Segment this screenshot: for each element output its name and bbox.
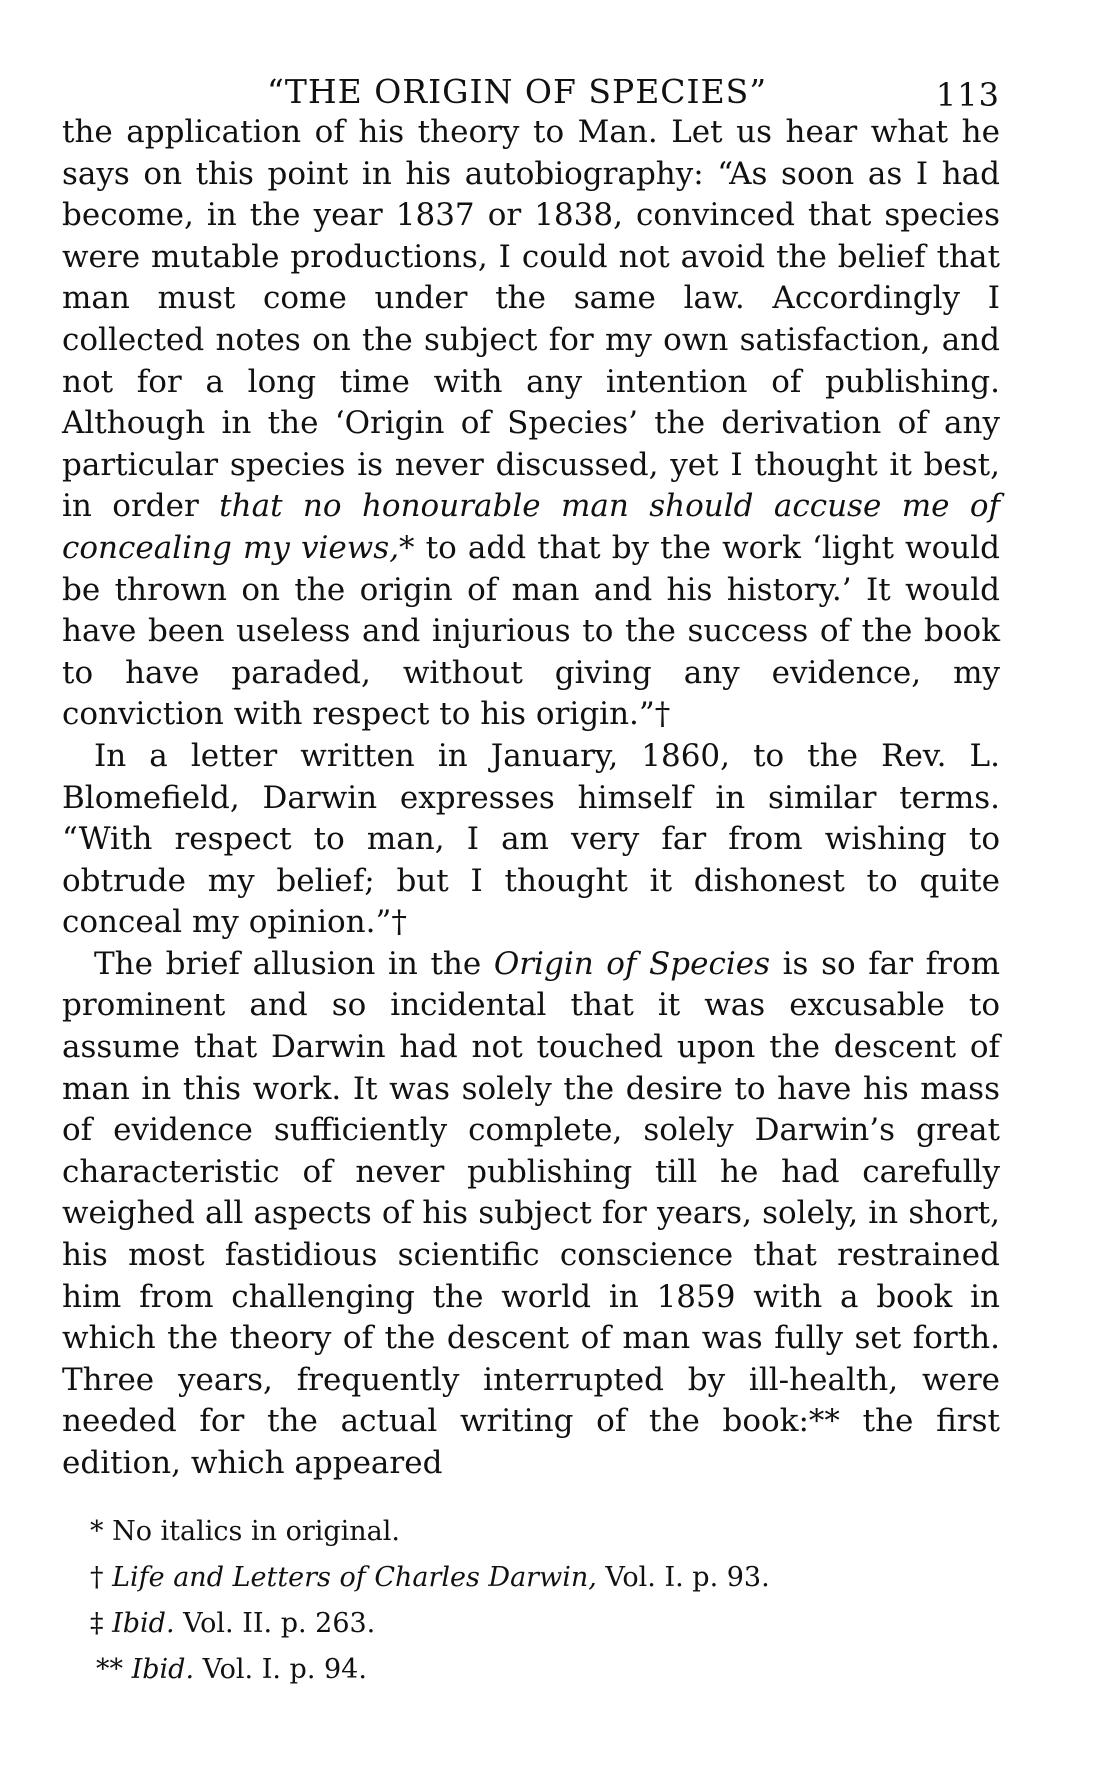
- footnote-text: Vol. II. p. 263.: [174, 1607, 376, 1639]
- footnote-2: [62, 1555, 1000, 1601]
- footnote-text: No italics in original.: [103, 1515, 400, 1547]
- paragraph-3-text-b: is so far from prominent and so incidental that it was excusable to assume that Darwin had not touched upon the descent of man in this work. It was solely the desire to have his mass of evidence sufficiently complete, solely Darwin’s great characteristic of never publishing till he had carefully weighed all aspects of his subject for years, solely, in short, his most fastidious scientific conscience that restrained him from challenging the world in 1859 with a book in which the theory of the descent of man was fully set forth. Three years, frequently interrupted by ill-health, were needed for the actual writing of the book:** the first edition, which appeared: [62, 945, 1000, 1481]
- footnote-marker: **: [96, 1653, 123, 1685]
- book-page: [62, 60, 1000, 1693]
- paragraph-1-italic-quote: that no honourable man should accuse me of concealing my views,: [62, 488, 1000, 566]
- body-text: [62, 112, 1000, 1485]
- footnote-text: Vol. I. p. 94.: [194, 1653, 367, 1685]
- footnote-marker: ‡: [90, 1607, 104, 1639]
- paragraph-3-text-a: The brief allusion in the: [94, 945, 494, 982]
- paragraph-3: [62, 944, 1000, 1485]
- footnote-italic: Life and Letters of Charles Darwin,: [112, 1561, 597, 1593]
- paragraph-1-text-a: the application of his theory to Man. Let us hear what he says on this point in his autobiography: “As soon as I had become, in the year 1837 or 1838, convinced that species were mutable productions, I could not avoid the belief that man must come under the same law. Accordingly I collected notes on the subject for my own satisfaction, and not for a long time with any intention of publishing. Although in the ‘Origin of Species’ the derivation of any particular species is never discussed, yet I thought it best, in order: [62, 114, 1000, 525]
- running-head: [62, 60, 1000, 112]
- footnote-italic: Ibid.: [131, 1653, 195, 1685]
- paragraph-1-text-b: * to add that by the work ‘light would be thrown on the origin of man and his history.’ It would have been useless and injurious to the success of the book to have paraded, without giving any evidence, my conviction with respect to his origin.”†: [62, 529, 1000, 733]
- footnote-marker: *: [90, 1515, 104, 1547]
- footnotes: [62, 1509, 1000, 1693]
- footnote-1: [62, 1509, 1000, 1555]
- running-title: “THE ORIGIN OF SPECIES”: [267, 72, 768, 111]
- footnote-4: [62, 1647, 1000, 1693]
- paragraph-2-text: In a letter written in January, 1860, to the Rev. L. Blomefield, Darwin expresses himself in similar terms. “With respect to man, I am very far from wishing to obtrude my belief; but I thought it dishonest to quite conceal my opinion.”†: [62, 737, 1000, 941]
- page-number: 113: [935, 76, 1000, 114]
- paragraph-1: [62, 112, 1000, 736]
- paragraph-2: [62, 736, 1000, 944]
- paragraph-3-italic-title: Origin of Species: [493, 945, 771, 982]
- footnote-3: [62, 1601, 1000, 1647]
- footnote-marker: †: [90, 1561, 104, 1593]
- footnote-text: Vol. I. p. 93.: [596, 1561, 770, 1593]
- footnote-italic: Ibid.: [112, 1607, 175, 1639]
